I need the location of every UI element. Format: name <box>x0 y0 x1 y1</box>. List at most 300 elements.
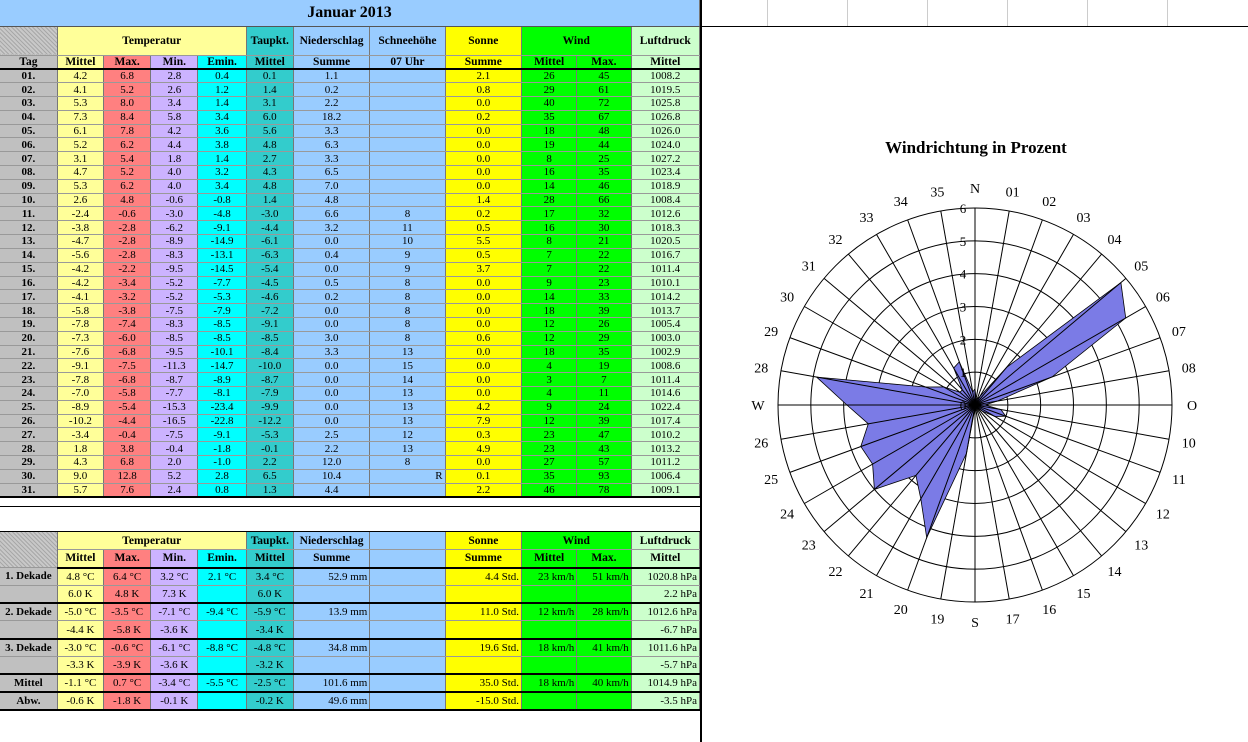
cell: -4.6 <box>246 290 293 304</box>
cell: 16 <box>522 221 577 235</box>
cell: 0.4 <box>293 248 369 262</box>
summary-cell: -3.6 K <box>151 621 198 639</box>
cell: 8 <box>370 304 445 318</box>
direction-label: 32 <box>828 232 843 248</box>
cell: 3.8 <box>198 138 246 152</box>
cell: 8 <box>370 456 445 470</box>
cell: 1012.6 <box>631 207 699 221</box>
cell: 12. <box>0 221 57 235</box>
cell: 2.0 <box>151 456 198 470</box>
cell: 0.0 <box>445 359 521 373</box>
cell: 5.7 <box>57 483 103 497</box>
cell: 0.0 <box>445 96 521 110</box>
cell: -8.1 <box>198 387 246 401</box>
cell: 4 <box>522 359 577 373</box>
cell: 9 <box>370 248 445 262</box>
cell: 0.0 <box>445 179 521 193</box>
cell: 20. <box>0 331 57 345</box>
cell: 8 <box>370 290 445 304</box>
cell: -9.9 <box>246 400 293 414</box>
cell: 1023.4 <box>631 166 699 180</box>
cell: -4.8 <box>198 207 246 221</box>
cell: 17. <box>0 290 57 304</box>
cell: 13 <box>370 400 445 414</box>
cell: 0.0 <box>293 317 369 331</box>
summary-cell <box>370 639 445 657</box>
cell: 1014.2 <box>631 290 699 304</box>
cell: 1026.0 <box>631 124 699 138</box>
cell: 04. <box>0 110 57 124</box>
cell: 2.2 <box>445 483 521 497</box>
summary-cell: -3.9 K <box>104 657 151 675</box>
cell: 13 <box>370 414 445 428</box>
sum-max-header: Max. <box>104 550 151 568</box>
cell: 4.0 <box>151 179 198 193</box>
direction-label: 35 <box>930 185 945 201</box>
summary-cell: 1020.8 hPa <box>631 568 699 586</box>
cell: 3.4 <box>198 179 246 193</box>
max-header: Max. <box>104 55 151 69</box>
summary-cell: -3.4 K <box>246 621 293 639</box>
cell: -3.0 <box>151 207 198 221</box>
cell: 12 <box>522 414 577 428</box>
cell: 17 <box>522 207 577 221</box>
table-row <box>0 304 700 318</box>
table-row <box>0 179 700 193</box>
radial-tick-label: 5 <box>959 233 967 249</box>
cell: 2.2 <box>293 442 369 456</box>
cell: 4.3 <box>246 166 293 180</box>
summary-row <box>0 568 700 586</box>
tag-header: Tag <box>0 55 57 69</box>
cell: -1.0 <box>198 456 246 470</box>
cell: 10.4 <box>293 469 369 483</box>
cell: -7.5 <box>104 359 151 373</box>
cell: 40 <box>522 96 577 110</box>
mittel-header: Mittel <box>57 55 103 69</box>
summary-cell: 3.2 °C <box>151 568 198 586</box>
cell: 7.3 <box>57 110 103 124</box>
cell: -6.1 <box>246 235 293 249</box>
cell: R <box>370 469 445 483</box>
cell: -23.4 <box>198 400 246 414</box>
table-row <box>0 317 700 331</box>
summary-row <box>0 657 700 675</box>
table-row <box>0 483 700 497</box>
table-row <box>0 400 700 414</box>
chart-title: Windrichtung in Prozent <box>885 138 1067 157</box>
cell: 0.0 <box>445 304 521 318</box>
cell: 25 <box>577 152 631 166</box>
cell: -2.2 <box>104 262 151 276</box>
cell: 5.6 <box>246 124 293 138</box>
cell: 4.4 <box>293 483 369 497</box>
cell: 7.6 <box>104 483 151 497</box>
cell: 1006.4 <box>631 469 699 483</box>
table-row <box>0 262 700 276</box>
cell: -3.2 <box>104 290 151 304</box>
cell <box>370 152 445 166</box>
cell: 2.8 <box>151 69 198 83</box>
cell: 10 <box>370 235 445 249</box>
cell: 1005.4 <box>631 317 699 331</box>
cell: 4.3 <box>57 456 103 470</box>
summary-cell <box>577 692 631 710</box>
cell: 19 <box>522 138 577 152</box>
cell: -0.1 <box>246 442 293 456</box>
niederschlag-summe-header: Summe <box>293 55 369 69</box>
summary-cell: 34.8 mm <box>293 639 369 657</box>
schnee-uhr-header: 07 Uhr <box>370 55 445 69</box>
sum-taupkt-mittel-header: Mittel <box>246 550 293 568</box>
cell: 25. <box>0 400 57 414</box>
luftdruck-mittel-header: Mittel <box>631 55 699 69</box>
direction-label: O <box>1186 399 1198 414</box>
cell: 12.8 <box>104 469 151 483</box>
cell: 13. <box>0 235 57 249</box>
cell: 6.3 <box>293 138 369 152</box>
cell: 1.4 <box>198 152 246 166</box>
cell: -7.9 <box>198 304 246 318</box>
cell: -6.0 <box>104 331 151 345</box>
cell: 39 <box>577 414 631 428</box>
cell: 4.2 <box>57 69 103 83</box>
cell: 10. <box>0 193 57 207</box>
cell: 7 <box>522 262 577 276</box>
cell: -8.5 <box>151 331 198 345</box>
cell: -10.0 <box>246 359 293 373</box>
cell: 11. <box>0 207 57 221</box>
cell: 1.4 <box>246 193 293 207</box>
cell: -2.8 <box>104 221 151 235</box>
cell: -6.2 <box>151 221 198 235</box>
summary-cell: -3.5 °C <box>104 603 151 621</box>
summary-label: Abw. <box>0 692 57 710</box>
min-header: Min. <box>151 55 198 69</box>
table-row <box>0 276 700 290</box>
direction-label: 30 <box>780 290 795 306</box>
summary-cell: 6.0 K <box>246 585 293 603</box>
direction-label: 19 <box>930 612 945 628</box>
summary-cell: -3.2 K <box>246 657 293 675</box>
direction-label: 01 <box>1005 185 1020 201</box>
cell <box>370 69 445 83</box>
cell: -3.8 <box>104 304 151 318</box>
cell: 2.5 <box>293 428 369 442</box>
sum-luftdruck-mittel-header: Mittel <box>631 550 699 568</box>
direction-label: 34 <box>893 195 908 211</box>
cell: 3.1 <box>57 152 103 166</box>
cell: 1008.4 <box>631 193 699 207</box>
cell: 0.4 <box>198 69 246 83</box>
cell: 4.9 <box>445 442 521 456</box>
cell: -5.2 <box>151 290 198 304</box>
table-row <box>0 110 700 124</box>
cell: 1.4 <box>445 193 521 207</box>
cell: 24. <box>0 387 57 401</box>
cell: 1026.8 <box>631 110 699 124</box>
cell: 30. <box>0 469 57 483</box>
summary-label <box>0 585 57 603</box>
cell: 14 <box>370 373 445 387</box>
cell: 0.1 <box>445 469 521 483</box>
summary-cell: -2.5 °C <box>246 674 293 692</box>
cell: 28 <box>522 193 577 207</box>
cell: 72 <box>577 96 631 110</box>
cell: 6.2 <box>104 138 151 152</box>
table-row <box>0 373 700 387</box>
cell: 2.6 <box>57 193 103 207</box>
cell: 29 <box>577 331 631 345</box>
summary-cell: 1014.9 hPa <box>631 674 699 692</box>
cell: 1009.1 <box>631 483 699 497</box>
cell: 2.8 <box>198 469 246 483</box>
cell: 4 <box>522 387 577 401</box>
cell: -7.6 <box>57 345 103 359</box>
cell: 1019.5 <box>631 83 699 97</box>
direction-label: 33 <box>859 211 874 227</box>
summary-cell <box>522 657 577 675</box>
cell: 07. <box>0 152 57 166</box>
cell: 12 <box>522 317 577 331</box>
cell: 5.3 <box>57 96 103 110</box>
cell: 0.0 <box>445 456 521 470</box>
summary-label: 3. Dekade <box>0 639 57 657</box>
cell: -4.4 <box>104 414 151 428</box>
cell: 0.5 <box>293 276 369 290</box>
cell: 47 <box>577 428 631 442</box>
summary-cell: 28 km/h <box>577 603 631 621</box>
direction-label: 15 <box>1076 586 1091 602</box>
cell: 1024.0 <box>631 138 699 152</box>
cell: 2.7 <box>246 152 293 166</box>
cell: -4.7 <box>57 235 103 249</box>
cell: 8 <box>370 317 445 331</box>
table-row <box>0 248 700 262</box>
cell: 0.0 <box>445 276 521 290</box>
cell: -4.2 <box>57 276 103 290</box>
radial-tick-label: 2 <box>959 332 967 348</box>
cell: 3.1 <box>246 96 293 110</box>
summary-label <box>0 657 57 675</box>
cell: 3.4 <box>151 96 198 110</box>
direction-label: 07 <box>1171 324 1186 340</box>
summary-label: Mittel <box>0 674 57 692</box>
summary-cell: -15.0 Std. <box>445 692 521 710</box>
summary-cell: 101.6 mm <box>293 674 369 692</box>
cell: -5.2 <box>151 276 198 290</box>
wind-header: Wind <box>522 26 632 55</box>
cell: 4.4 <box>151 138 198 152</box>
cell: 2.1 <box>445 69 521 83</box>
summary-cell <box>370 585 445 603</box>
cell: 7.9 <box>445 414 521 428</box>
cell: 22 <box>577 248 631 262</box>
cell: 1.8 <box>57 442 103 456</box>
direction-label: N <box>969 182 981 197</box>
cell: 1016.7 <box>631 248 699 262</box>
table-row <box>0 414 700 428</box>
summary-cell <box>370 568 445 586</box>
direction-label: 02 <box>1042 195 1057 211</box>
cell: 15 <box>370 359 445 373</box>
summary-cell: 2.1 °C <box>198 568 246 586</box>
cell: 4.2 <box>151 124 198 138</box>
table-row <box>0 207 700 221</box>
cell: 1.1 <box>293 69 369 83</box>
cell: -3.0 <box>246 207 293 221</box>
cell: -6.3 <box>246 248 293 262</box>
cell: 5.4 <box>104 152 151 166</box>
cell: 0.0 <box>293 262 369 276</box>
summary-cell: -5.7 hPa <box>631 657 699 675</box>
cell <box>370 483 445 497</box>
cell: -5.3 <box>246 428 293 442</box>
cell: -2.4 <box>57 207 103 221</box>
summary-cell <box>577 621 631 639</box>
cell: -5.4 <box>246 262 293 276</box>
sonne-summe-header: Summe <box>445 55 521 69</box>
cell: 9 <box>370 262 445 276</box>
cell: -0.6 <box>104 207 151 221</box>
cell: 43 <box>577 442 631 456</box>
cell: -5.8 <box>57 304 103 318</box>
table-row <box>0 345 700 359</box>
cell: -15.3 <box>151 400 198 414</box>
cell: 26 <box>577 317 631 331</box>
cell: 2.4 <box>151 483 198 497</box>
summary-cell: 23 km/h <box>522 568 577 586</box>
cell: 5.2 <box>104 83 151 97</box>
cell: -0.8 <box>198 193 246 207</box>
cell: 78 <box>577 483 631 497</box>
cell <box>370 83 445 97</box>
cell: 7 <box>577 373 631 387</box>
summary-cell: -8.8 °C <box>198 639 246 657</box>
summary-cell: 11.0 Std. <box>445 603 521 621</box>
sum-niederschlag-summe-header: Summe <box>293 550 369 568</box>
table-row <box>0 290 700 304</box>
cell: -8.5 <box>198 317 246 331</box>
cell: 0.2 <box>293 290 369 304</box>
cell: 1017.4 <box>631 414 699 428</box>
table-row <box>0 331 700 345</box>
direction-label: 08 <box>1181 361 1196 377</box>
wind-mittel-header: Mittel <box>522 55 577 69</box>
summary-cell <box>370 692 445 710</box>
cell: 9 <box>522 400 577 414</box>
table-row <box>0 428 700 442</box>
cell: 6.5 <box>246 469 293 483</box>
cell: 1011.4 <box>631 373 699 387</box>
cell: 23 <box>522 428 577 442</box>
cell: 13 <box>370 387 445 401</box>
cell: -8.9 <box>151 235 198 249</box>
table-row <box>0 96 700 110</box>
direction-label: 26 <box>754 436 769 452</box>
cell: -8.7 <box>151 373 198 387</box>
summary-cell: -5.5 °C <box>198 674 246 692</box>
direction-label: 13 <box>1134 538 1149 554</box>
summary-cell <box>198 657 246 675</box>
table-row <box>0 221 700 235</box>
radial-tick-label: 0 <box>959 398 967 413</box>
cell: 18 <box>522 304 577 318</box>
cell: 1018.3 <box>631 221 699 235</box>
cell <box>370 193 445 207</box>
cell: -7.9 <box>246 387 293 401</box>
summary-cell: -5.9 °C <box>246 603 293 621</box>
summary-cell: 41 km/h <box>577 639 631 657</box>
cell: 11 <box>370 221 445 235</box>
sum-niederschlag-header: Niederschlag <box>293 532 369 550</box>
table-row <box>0 442 700 456</box>
summary-cell <box>522 692 577 710</box>
cell: 35 <box>522 110 577 124</box>
cell: 4.8 <box>246 179 293 193</box>
cell: 0.0 <box>445 345 521 359</box>
cell: 9 <box>522 276 577 290</box>
cell: -7.5 <box>151 304 198 318</box>
direction-label: 06 <box>1155 290 1170 306</box>
cell: 24 <box>577 400 631 414</box>
summary-cell: -4.4 K <box>57 621 103 639</box>
summary-cell: -4.8 °C <box>246 639 293 657</box>
cell: -8.5 <box>246 331 293 345</box>
direction-label: 10 <box>1181 436 1196 452</box>
cell: 1022.4 <box>631 400 699 414</box>
cell: 6.5 <box>293 166 369 180</box>
table-row <box>0 469 700 483</box>
schneehoehe-header: Schneehöhe <box>370 26 445 55</box>
direction-label: 20 <box>893 602 908 618</box>
direction-label: 04 <box>1107 232 1122 248</box>
table-row <box>0 235 700 249</box>
cell: -3.4 <box>57 428 103 442</box>
summary-cell: -0.1 K <box>151 692 198 710</box>
cell: -4.2 <box>57 262 103 276</box>
summary-cell: 18 km/h <box>522 674 577 692</box>
cell: 3.3 <box>293 152 369 166</box>
cell: 0.0 <box>445 317 521 331</box>
cell: 22 <box>577 262 631 276</box>
summary-cell <box>198 585 246 603</box>
cell: 0.2 <box>445 110 521 124</box>
wind-rose-chart <box>702 0 1248 742</box>
emin-header: Emin. <box>198 55 246 69</box>
summary-cell: -0.6 °C <box>104 639 151 657</box>
summary-cell: -7.1 °C <box>151 603 198 621</box>
cell: -7.7 <box>198 276 246 290</box>
cell: 21 <box>577 235 631 249</box>
sum-wind-mittel-header: Mittel <box>522 550 577 568</box>
cell: 3.6 <box>198 124 246 138</box>
cell: 6.2 <box>104 179 151 193</box>
summary-cell: 4.4 Std. <box>445 568 521 586</box>
cell: 5.2 <box>104 166 151 180</box>
cell <box>370 179 445 193</box>
cell: -0.6 <box>151 193 198 207</box>
cell <box>370 138 445 152</box>
summary-cell <box>370 674 445 692</box>
cell: 18 <box>522 345 577 359</box>
cell: 1008.2 <box>631 69 699 83</box>
summary-cell: -1.1 °C <box>57 674 103 692</box>
cell: -10.2 <box>57 414 103 428</box>
summary-row <box>0 621 700 639</box>
direction-label: 12 <box>1155 507 1170 523</box>
summary-label: 1. Dekade <box>0 568 57 586</box>
